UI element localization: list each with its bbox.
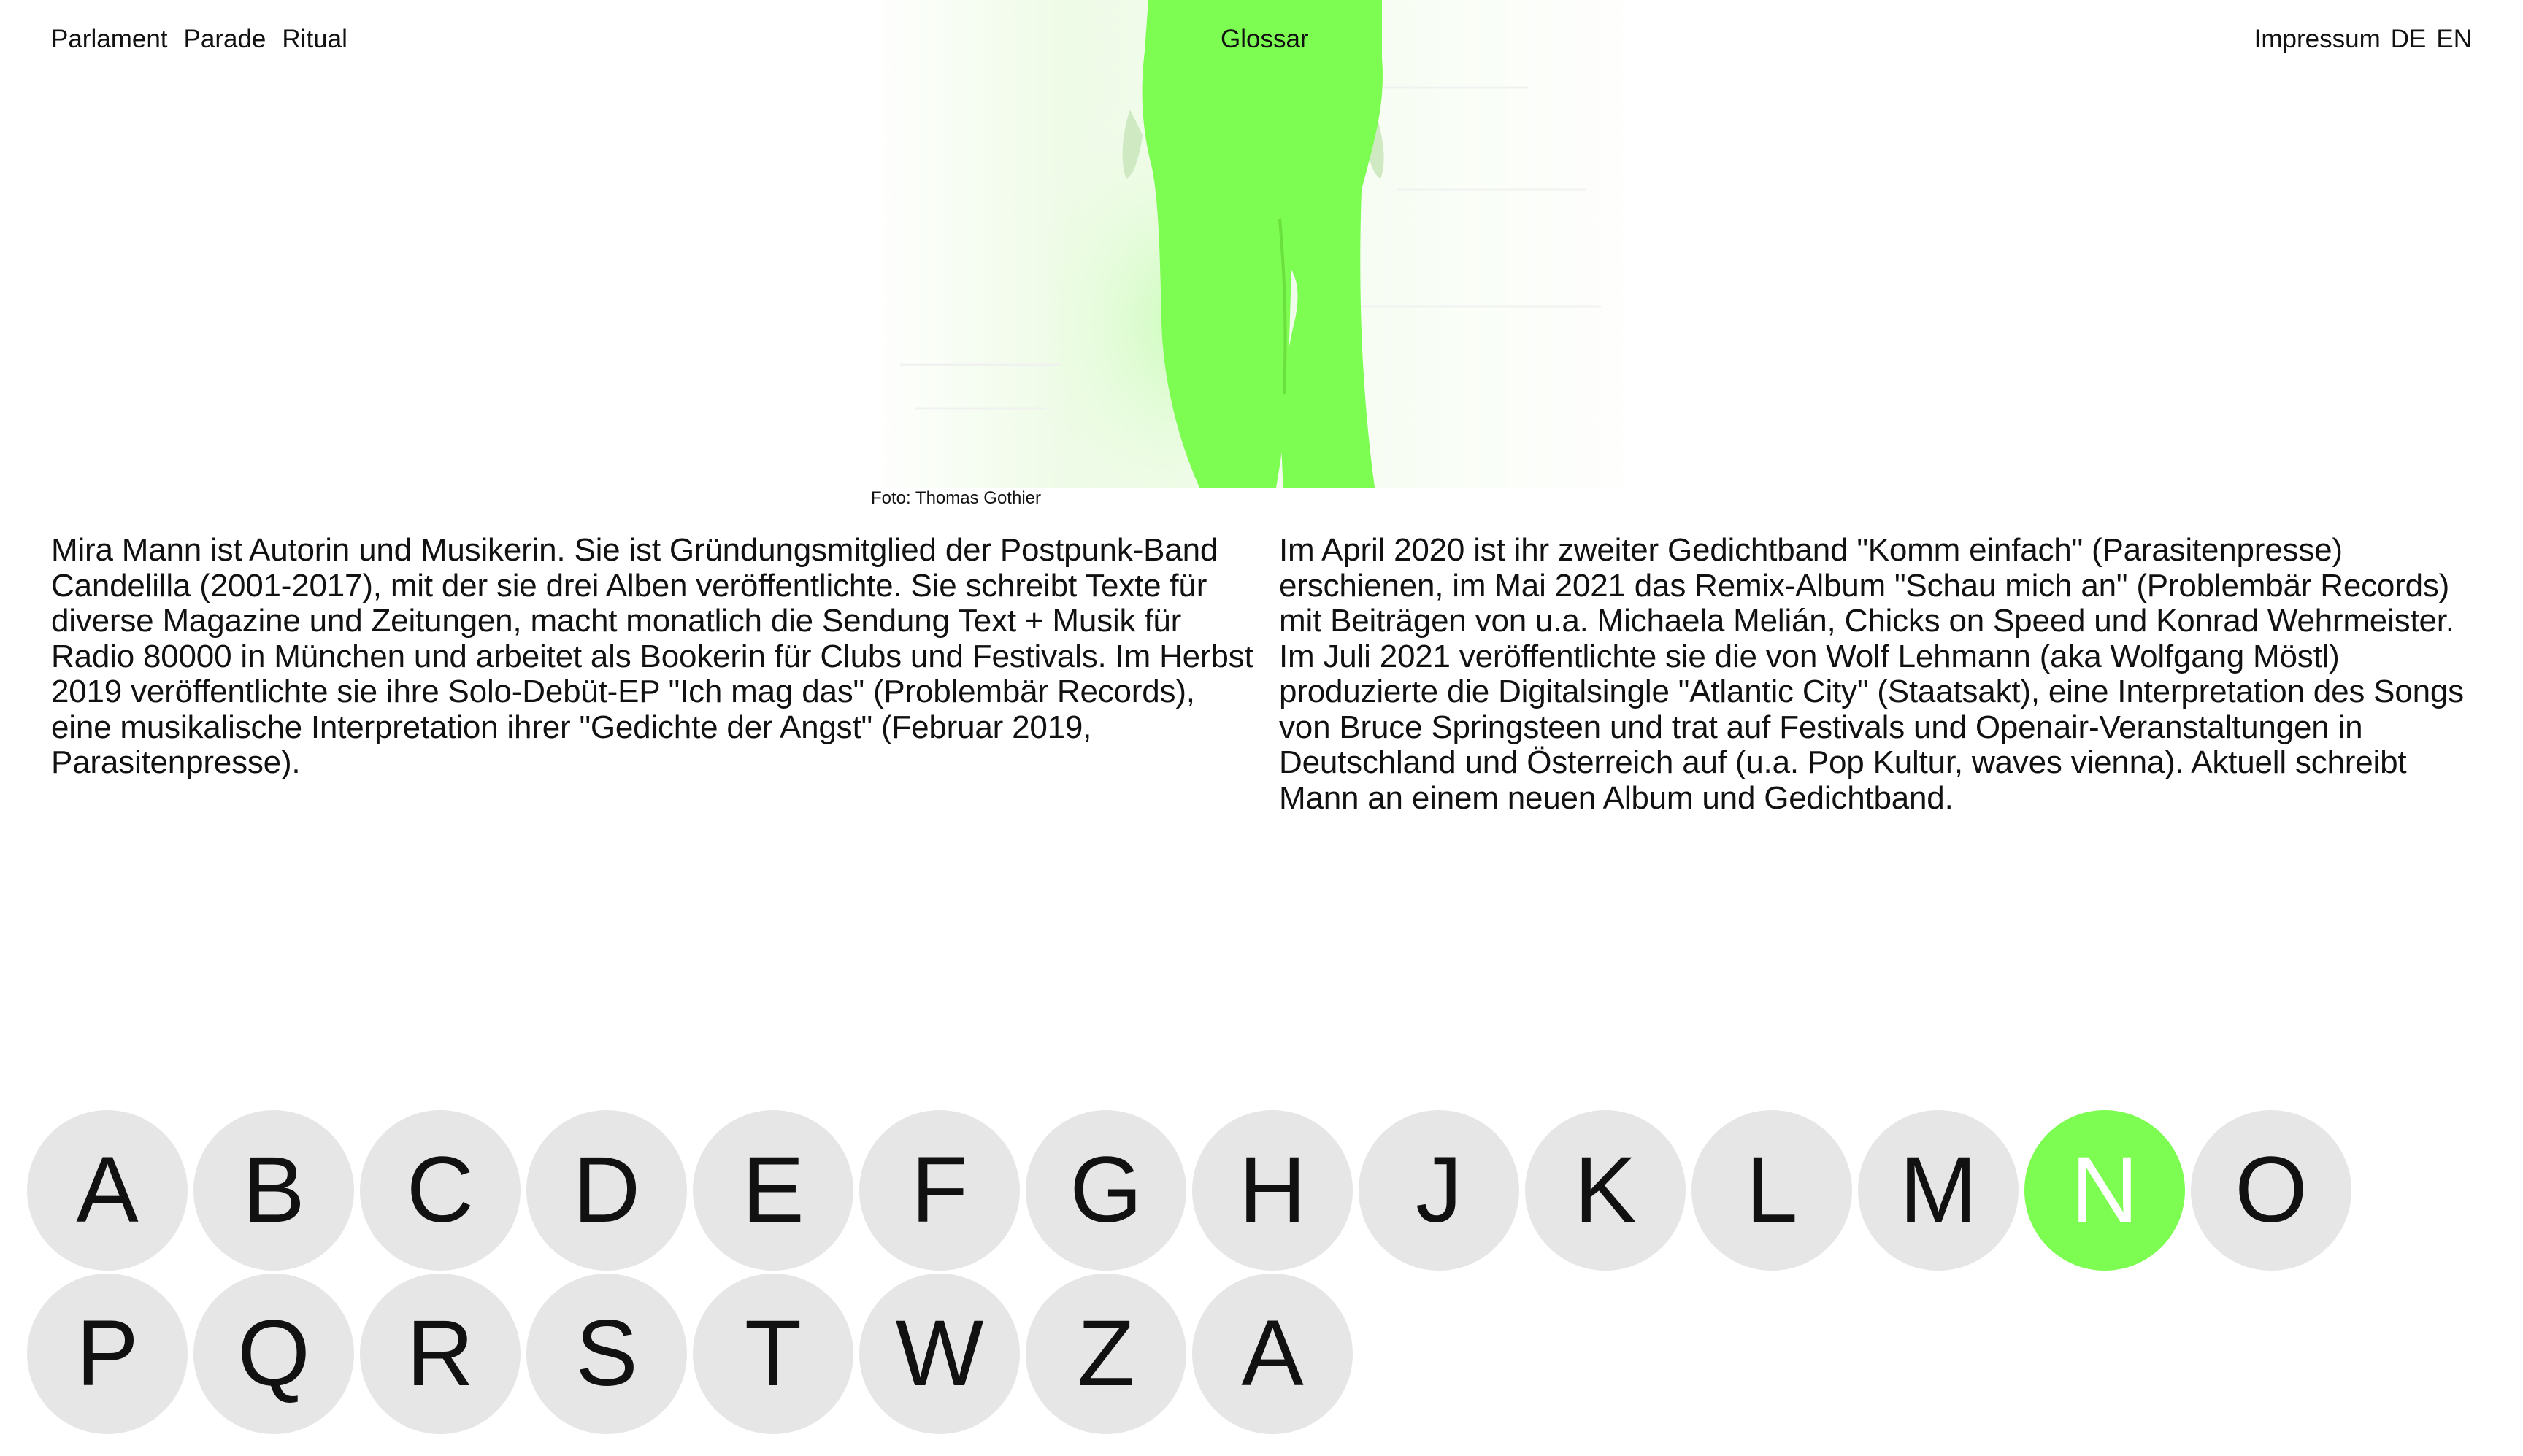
letter-button-o[interactable]: O	[2191, 1110, 2351, 1271]
letter-button-e[interactable]: E	[693, 1110, 853, 1271]
bio-text-left: Mira Mann ist Autorin und Musikerin. Sie ist Gründungsmitglied der Postpunk-Band Candelilla (2001-2017), mit der sie drei Alben veröffentlichte. Sie schreibt Texte für diverse Magazine und Zeitungen, macht monatlich die Sendung Text + Musik für Radio 80000 in München und arbeitet als Bookerin für Clubs und Festivals. Im Herbst 2019 veröffentlichte sie ihre Solo-Debüt-EP "Ich mag das" (Problembär Records), eine musikalische Interpretation ihrer "Gedichte der Angst" (Februar 2019, Parasitenpresse).	[51, 532, 1253, 780]
letter-button-m[interactable]: M	[1858, 1110, 2019, 1271]
letter-button-b[interactable]: B	[193, 1110, 354, 1271]
letter-button-a[interactable]: A	[27, 1110, 188, 1271]
nav-link-glossar[interactable]: Glossar	[1221, 25, 1309, 53]
letter-button-p[interactable]: P	[27, 1274, 188, 1434]
nav-link-impressum[interactable]: Impressum	[2254, 25, 2381, 53]
portrait-figure	[871, 0, 1659, 488]
letter-button-r[interactable]: R	[360, 1274, 521, 1434]
nav-link-parlament[interactable]: Parlament	[51, 25, 168, 53]
alphabet-index	[27, 1110, 2509, 1434]
letter-button-g[interactable]: G	[1026, 1110, 1186, 1271]
letter-button-k[interactable]: K	[1525, 1110, 1686, 1271]
letter-button-l[interactable]: L	[1691, 1110, 1852, 1271]
portrait-photo	[871, 0, 1659, 488]
main-nav	[51, 22, 347, 57]
photo-caption: Foto: Thomas Gothier	[871, 488, 1041, 508]
letter-button-c[interactable]: C	[360, 1110, 521, 1271]
top-navigation	[51, 22, 2472, 57]
letter-button-t[interactable]: T	[693, 1274, 853, 1434]
nav-center	[1221, 22, 1309, 57]
nav-link-parade[interactable]: Parade	[183, 25, 266, 53]
letter-button-w[interactable]: W	[859, 1274, 1020, 1434]
letter-button-q[interactable]: Q	[193, 1274, 354, 1434]
letter-button-n-active[interactable]: N	[2024, 1110, 2185, 1271]
letter-button-s[interactable]: S	[526, 1274, 687, 1434]
nav-link-ritual[interactable]: Ritual	[282, 25, 347, 53]
meta-nav	[2254, 22, 2472, 57]
letter-button-d[interactable]: D	[526, 1110, 687, 1271]
letter-button-z[interactable]: Z	[1026, 1274, 1186, 1434]
letter-button-a-diacritic[interactable]: A	[1192, 1274, 1353, 1434]
letter-button-h[interactable]: H	[1192, 1110, 1353, 1271]
language-en[interactable]: EN	[2436, 25, 2472, 53]
letter-button-j[interactable]: J	[1359, 1110, 1519, 1271]
bio-text-right: Im April 2020 ist ihr zweiter Gedichtband "Komm einfach" (Parasitenpresse) erschienen, im Mai 2021 das Remix-Album "Schau mich an" (Problembär Records) mit Beiträgen von u.a. Michaela Melián, Chicks on Speed und Konrad Wehrmeister. Im Juli 2021 veröffentlichte sie die von Wolf Lehmann (aka Wolfgang Möstl) produzierte die Digitalsingle "Atlantic City" (Staatsakt), eine Interpretation des Songs von Bruce Springsteen und trat auf Festivals und Openair-Veranstaltungen in Deutschland und Österreich auf (u.a. Pop Kultur, waves vienna). Aktuell schreibt Mann an einem neuen Album und Gedichtband.	[1279, 532, 2464, 816]
letter-button-f[interactable]: F	[859, 1110, 1020, 1271]
language-de[interactable]: DE	[2390, 25, 2427, 53]
